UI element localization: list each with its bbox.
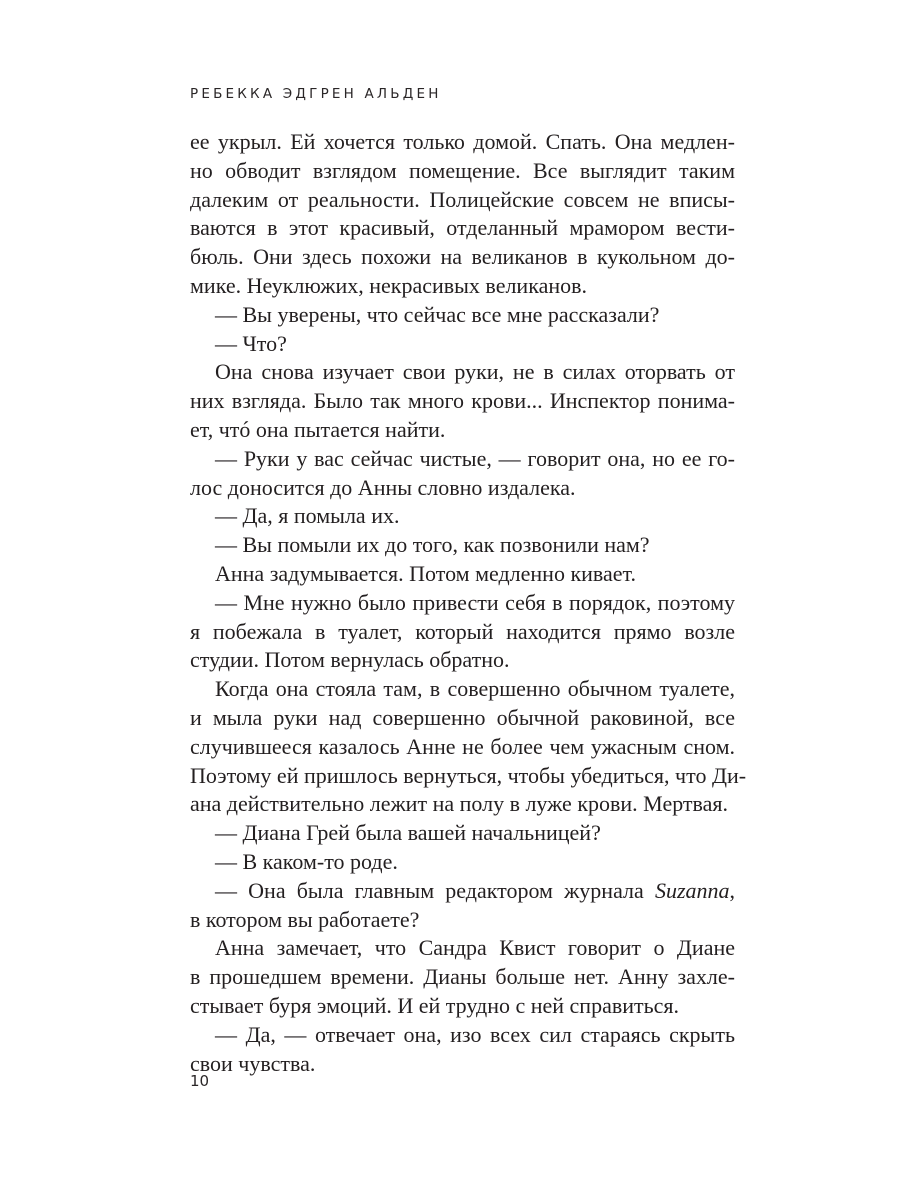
text-line: — Вы помыли их до того, как позвонили нам? xyxy=(215,532,650,558)
text-line: — Руки у вас сейчас чистые, — говорит она, но ее го- xyxy=(215,445,735,471)
text-line: стывает буря эмоций. И ей трудно с ней справиться. xyxy=(190,992,680,1018)
text-line: Анна задумывается. Потом медленно кивает. xyxy=(215,560,637,586)
text-line: — Да, — отвечает она, изо всех сил стараясь скрыть xyxy=(215,1021,735,1047)
text-line: студии. Потом вернулась обратно. xyxy=(190,647,510,673)
text-line: но обводит взглядом помещение. Все выглядит таким xyxy=(190,157,735,183)
text-fragment: — Она была главным редактором журнала xyxy=(215,877,655,903)
text-line: Поэтому ей пришлось вернуться, чтобы убедиться, что Ди- xyxy=(190,762,747,788)
page-number: 10 xyxy=(190,1072,210,1090)
text-line: ет, чтó она пытается найти. xyxy=(190,416,446,442)
text-line: и мыла руки над совершенно обычной раковиной, все xyxy=(190,704,735,730)
text-line: случившееся казалось Анне не более чем ужасным сном. xyxy=(190,733,735,759)
text-line: ана действительно лежит на полу в луже крови. Мертвая. xyxy=(190,791,729,817)
text-line: — Мне нужно было привести себя в порядок, поэтому xyxy=(215,589,735,615)
text-line: мике. Неуклюжих, некрасивых великанов. xyxy=(190,272,587,298)
text-line: — Вы уверены, что сейчас все мне рассказали? xyxy=(215,301,660,327)
text-line: Она снова изучает свои руки, не в силах оторвать от xyxy=(215,359,735,385)
text-line: я побежала в туалет, который находится прямо возле xyxy=(190,618,735,644)
text-line: Анна замечает, что Сандра Квист говорит о Диане xyxy=(215,935,735,961)
text-line: — Что? xyxy=(215,330,287,356)
text-fragment: , xyxy=(729,877,735,903)
text-line: в прошедшем времени. Дианы больше нет. Анну захле- xyxy=(190,964,735,990)
text-line: — Диана Грей была вашей начальницей? xyxy=(215,820,601,846)
running-head: РЕБЕККА ЭДГРЕН АЛЬДЕН xyxy=(190,86,442,102)
magazine-title: Suzanna xyxy=(654,877,730,903)
text-line: — Да, я помыла их. xyxy=(215,503,400,529)
text-line: ваются в этот красивый, отделанный мрамором вести- xyxy=(190,215,735,241)
text-line: лос доносится до Анны словно издалека. xyxy=(190,474,576,500)
body-text xyxy=(190,128,747,1078)
text-line: них взгляда. Было так много крови... Инспектор понима- xyxy=(190,388,735,414)
text-line: свои чувства. xyxy=(190,1050,316,1076)
text-line: Когда она стояла там, в совершенно обычном туалете, xyxy=(215,676,735,702)
text-line: бюль. Они здесь похожи на великанов в кукольном до- xyxy=(190,244,735,270)
text-line: далеким от реальности. Полицейские совсем не вписы- xyxy=(190,186,735,212)
text-line: — В каком-то роде. xyxy=(215,848,398,874)
text-line: в котором вы работаете? xyxy=(190,906,420,932)
text-line xyxy=(190,877,735,906)
text-line: ее укрыл. Ей хочется только домой. Спать. Она медлен- xyxy=(190,129,735,154)
